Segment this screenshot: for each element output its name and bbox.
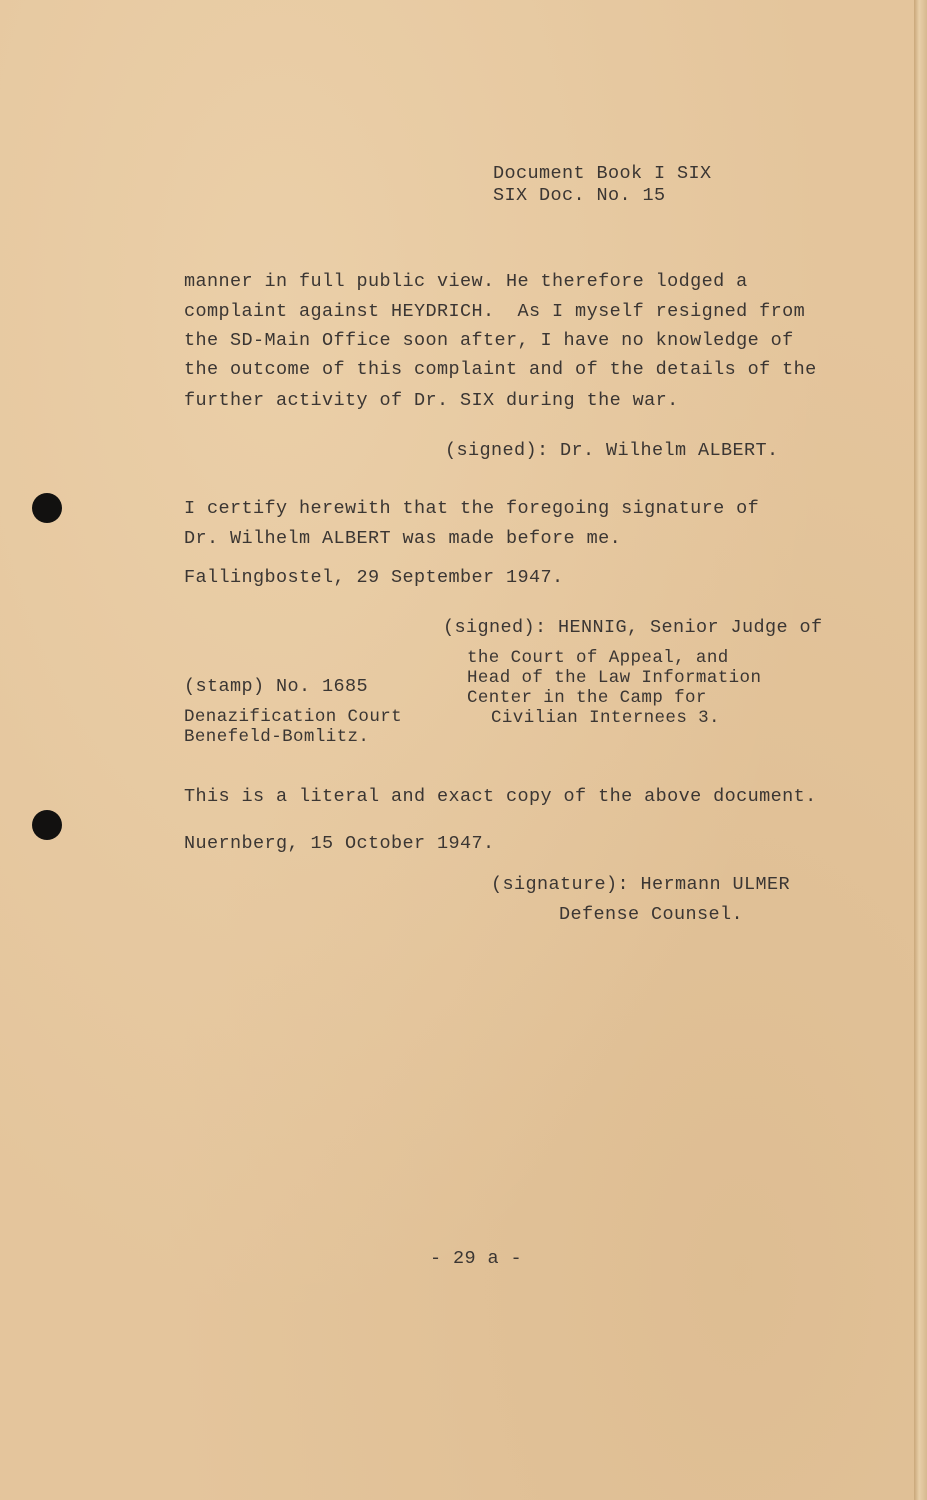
punch-hole-bottom [32,810,62,840]
body-line: further activity of Dr. SIX during the war. [184,390,679,411]
body-line: complaint against HEYDRICH. As I myself resigned from [184,301,806,322]
judge-title-line: Head of the Law Information [467,668,762,688]
stamp-court: Denazification Court [184,707,403,727]
stamp-number: (stamp) No. 1685 [184,676,369,697]
page-number: - 29 a - [430,1248,523,1269]
certification-place-date: Fallingbostel, 29 September 1947. [184,567,564,588]
judge-title-line: the Court of Appeal, and [467,648,729,668]
counsel-signature: (signature): Hermann ULMER [491,874,791,895]
copy-place-date: Nuernberg, 15 October 1947. [184,833,495,854]
copy-statement: This is a literal and exact copy of the above document. [184,786,817,807]
judge-title-line: Center in the Camp for [467,688,707,708]
stamp-location: Benefeld-Bomlitz. [184,727,370,747]
judge-title-line: Civilian Internees 3. [491,708,720,728]
page-fold-edge [914,0,927,1500]
affiant-signature: (signed): Dr. Wilhelm ALBERT. [445,440,779,461]
certification-line: Dr. Wilhelm ALBERT was made before me. [184,528,622,549]
doc-number: SIX Doc. No. 15 [493,185,666,206]
body-line: the outcome of this complaint and of the details of the [184,359,817,380]
counsel-role: Defense Counsel. [559,904,744,925]
judge-signature: (signed): HENNIG, Senior Judge of [443,617,823,638]
body-line: the SD-Main Office soon after, I have no knowledge of [184,330,794,351]
certification-line: I certify herewith that the foregoing signature of [184,498,760,519]
doc-book-reference: Document Book I SIX [493,163,712,184]
body-line: manner in full public view. He therefore lodged a [184,271,748,292]
punch-hole-top [32,493,62,523]
